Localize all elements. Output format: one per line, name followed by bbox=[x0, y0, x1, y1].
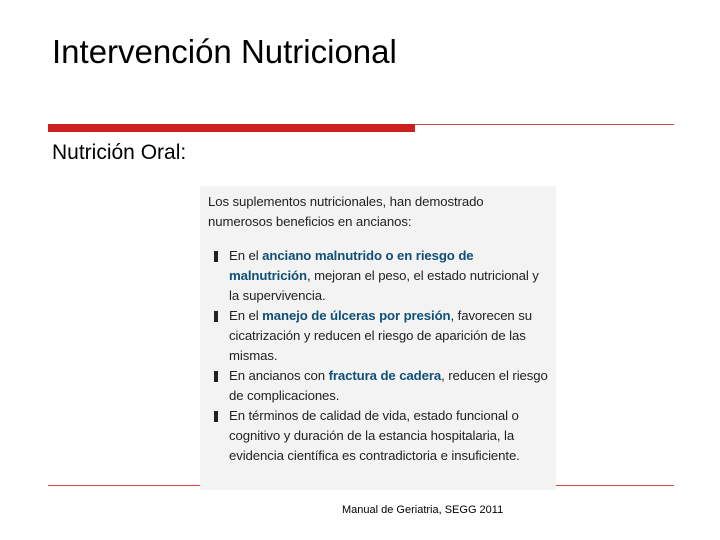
item-text: , mejoran el peso, el estado nutricional y la supervivencia. bbox=[229, 268, 539, 303]
item-highlight: anciano malnutrido o en riesgo de malnutrición bbox=[229, 248, 474, 283]
bullet-icon bbox=[214, 411, 218, 422]
item-text: , reducen el riesgo de complicaciones. bbox=[229, 368, 548, 403]
slide-title: Intervención Nutricional bbox=[52, 33, 397, 70]
quote-intro: Los suplementos nutricionales, han demostrado numerosos beneficios en ancianos: bbox=[208, 194, 484, 229]
source-caption: Manual de Geriatria, SEGG 2011 bbox=[342, 504, 504, 516]
item-text: En términos de calidad de vida, estado funcional o cognitivo y duración de la estancia hospitalaria, la evidencia científica es contradictoria e insuficiente. bbox=[229, 408, 520, 463]
quote-box-text bbox=[208, 192, 548, 466]
item-highlight: manejo de úlceras por presión bbox=[262, 308, 451, 323]
quote-box bbox=[200, 186, 556, 490]
item-text: En el bbox=[229, 248, 263, 263]
list-item bbox=[208, 406, 548, 466]
item-text: , favorecen su cicatrización y reducen el riesgo de aparición de las mismas. bbox=[229, 308, 532, 363]
item-text: En el bbox=[229, 308, 263, 323]
list-item bbox=[208, 366, 548, 406]
slide-subtitle: Nutrición Oral: bbox=[52, 141, 187, 164]
bullet-icon bbox=[214, 311, 218, 322]
bullet-icon bbox=[214, 251, 218, 262]
title-divider-line bbox=[415, 124, 674, 125]
item-text: En ancianos con bbox=[229, 368, 329, 383]
bullet-icon bbox=[214, 371, 218, 382]
list-item bbox=[208, 306, 548, 366]
title-divider-accent bbox=[48, 124, 415, 132]
item-highlight: fractura de cadera bbox=[328, 368, 442, 383]
title-divider bbox=[48, 124, 674, 132]
list-item bbox=[208, 246, 548, 306]
